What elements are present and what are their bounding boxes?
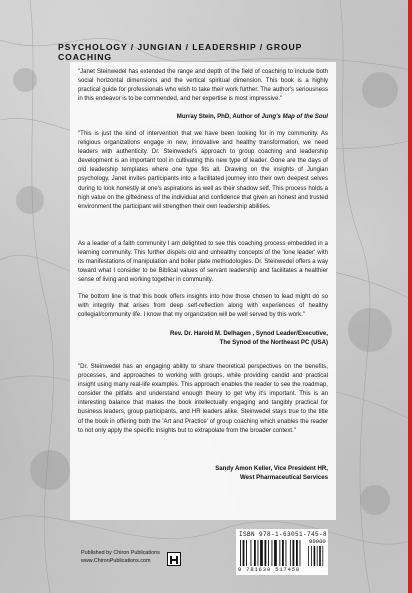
subject-categories: PSYCHOLOGY / JUNGIAN / LEADERSHIP / GROUP COACHING [58,42,303,62]
barcode-bar [265,540,267,566]
publisher-info [81,549,160,565]
endorsement-text: "Dr. Steinwedel has an engaging ability to share theoretical perspectives on the benefits, processes, and approaches to working with groups, while providing candid and practical insight using many real-life examples. This approach enables the reader to see the roadmap, consider the pitfalls and understand enough theory to get why it's important. This is an interesting balance that makes the book intellectually engaging and tangibly practical for business leaders, group participants, and HR leaders alike. Steinwedel stays true to the title of the book in offering both the 'Art and Practice' of group coaching which enables the reader to not only apply the specific insights but to extrapolate from the broader context." [78,364,328,434]
barcode-bar [251,540,252,566]
addon-bar [317,546,318,566]
endorsement-text: As a leader of a faith community I am delighted to see this coaching process embedded in a learning community. This further dispels old and unhealthy concepts of the 'lone leader' with its manifestations of manipulation and boiler plate methodologies. Dr. Steinwedel offers a way toward what I consider to be Biblical values of servant leadership and facilitates a healthier sense of living and working together in community. [78,241,328,284]
addon-bar [314,546,316,566]
barcode-bar [240,540,241,566]
publisher-logo-mark [168,554,180,566]
barcode-bar [268,540,269,566]
barcode-bar [300,540,301,566]
barcode-bar [274,540,277,566]
addon-bar [319,546,321,566]
endorsement-text: "This is just the kind of intervention that we have been looking for in my community. As religious organizations engage in new, innovative and healthy transformation, we need leaders with authenticity. Dr. Steinwedel's approach to group coaching and leadership development is an important tool in cultivating this new type of leader. Gone are the days of old leadership templates where one type fits all. Drawing on the insights of Jungian psychology, Janet invites participants into a facilitated journey into their own deepest selves during to look honestly at one's aspirations as well as their shadow self. This process holds a high value on the giftedness of the individual and confidence that given an honest and trusted environment the participant will strengthen their own leadership abilities. [78,131,328,210]
endorser-name: Rev. Dr. Harold M. Delhagen , Synod Leader/Executive, [169,330,328,337]
barcode-bar [293,540,295,566]
barcode-bar [282,540,284,566]
endorser-name: Sandy Amon Keller, Vice President HR, [215,465,328,472]
barcode-bar [260,540,263,566]
barcode-bar [290,540,291,566]
endorsement-attribution [78,330,328,347]
isbn-label: ISBN 978-1-63051-745-8 [239,531,328,538]
endorsement-text: "Janet Steinwedel has extended the range and depth of the field of coaching to include both social horizontal dimensions and the vertical spiritual dimension. This book is a highly practical guide for professionals who wish to take their work further. The author's seriousness in this endeavor is to be commended, and her expertise is most impressive." [78,69,328,103]
endorser-book-title: Jung's Map of the Soul [261,113,328,120]
publisher-logo-icon [167,552,181,566]
barcode-bar [296,540,298,566]
ean-digits: 9 781630 517458 [238,567,301,573]
barcode-bar [286,540,287,566]
endorsement-attribution [78,465,328,482]
barcode-bar [272,540,273,566]
endorser-name: Murray Stein, PhD, Author of [176,113,260,120]
endorsement-attribution [78,113,328,122]
publisher-name: Published by Chiron Publications [81,550,160,556]
endorsement-text: The bottom line is that this book offers insights into how those chosen to lead might do so with integrity that arises from deep self-reflection along with experiences of healthy collegial/community life. I know that my organization will be well served by this work." [78,294,328,319]
addon-bar [311,546,312,566]
price-code: 90000 [309,538,326,545]
barcode-bar [243,540,245,566]
barcode-bar [279,540,280,566]
addon-bar [308,546,309,566]
barcode-bar [258,540,259,566]
publisher-website: www.ChironPublications.com [81,558,151,564]
barcode-bar [246,540,247,566]
spine-accent-band [408,0,412,593]
endorser-organization: The Synod of the Northeast PC (USA) [219,338,328,346]
addon-bar [322,546,323,566]
endorser-organization: West Pharmaceutical Services [240,473,328,481]
barcode-bar [254,540,256,566]
